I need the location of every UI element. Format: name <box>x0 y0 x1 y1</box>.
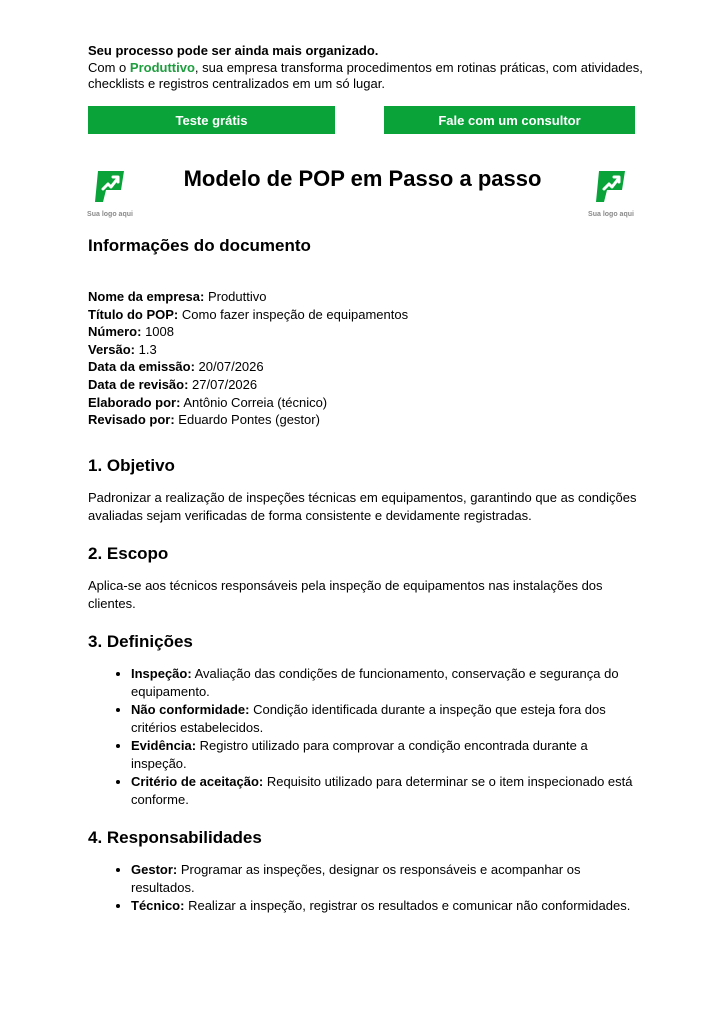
info-value: Eduardo Pontes (gestor) <box>174 412 320 428</box>
brand-link[interactable]: Produttivo <box>129 59 195 75</box>
info-label: Versão: <box>88 341 135 357</box>
info-row <box>88 376 643 394</box>
info-value: 20/07/2026 <box>194 359 264 375</box>
scope-heading: 2. Escopo <box>88 543 169 563</box>
promo-text <box>88 60 648 93</box>
info-label: Número: <box>88 324 142 340</box>
info-heading: Informações do documento <box>88 236 311 255</box>
list-item <box>131 737 643 773</box>
promo-text-before: Com o <box>88 59 130 75</box>
logo-caption: Sua logo aqui <box>588 211 634 218</box>
definition-term: Critério de aceitação: <box>131 773 264 789</box>
promo-headline: Seu processo pode ser ainda mais organizado. <box>88 43 379 58</box>
document-title: Modelo de POP em Passo a passo <box>183 166 542 191</box>
list-item <box>131 897 643 915</box>
logo-caption: Sua logo aqui <box>87 211 133 218</box>
info-row <box>88 394 643 412</box>
promo-banner <box>88 43 648 93</box>
produttivo-logo-icon <box>593 168 629 204</box>
info-value: 27/07/2026 <box>188 376 258 392</box>
list-item <box>131 665 643 701</box>
responsibility-role: Técnico: <box>131 897 185 913</box>
logo-placeholder-right <box>586 168 636 218</box>
info-label: Título do POP: <box>88 306 179 322</box>
definitions-heading: 3. Definições <box>88 631 193 651</box>
free-trial-button[interactable]: Teste grátis <box>88 106 335 134</box>
definition-desc: Registro utilizado para comprovar a condição encontrada durante a inspeção. <box>131 737 588 771</box>
info-list <box>88 288 643 429</box>
info-label: Revisado por: <box>88 412 175 428</box>
info-value: Antônio Correia (técnico) <box>180 394 328 410</box>
produttivo-logo-icon <box>92 168 128 204</box>
info-row <box>88 306 643 324</box>
info-value: Como fazer inspeção de equipamentos <box>178 306 409 322</box>
list-item <box>131 701 643 737</box>
info-label: Elaborado por: <box>88 394 181 410</box>
info-row <box>88 411 643 429</box>
definition-desc: Avaliação das condições de funcionamento, conservação e segurança do equipamento. <box>131 665 619 699</box>
objective-text: Padronizar a realização de inspeções técnicas em equipamentos, garantindo que as condições avaliadas sejam verificadas de forma consistente e devidamente registradas. <box>88 489 637 523</box>
info-row <box>88 288 643 306</box>
logo-placeholder-left <box>85 168 135 218</box>
talk-to-consultant-button[interactable]: Fale com um consultor <box>384 106 635 134</box>
info-row <box>88 341 643 359</box>
definition-term: Não conformidade: <box>131 701 250 717</box>
promo-text-after: , sua empresa transforma procedimentos em rotinas práticas, com atividades, checklists e registros centralizados em um só lugar. <box>88 59 643 91</box>
responsibilities-list <box>88 861 643 915</box>
info-row <box>88 323 643 341</box>
info-label: Data da emissão: <box>88 359 195 375</box>
info-value: 1.3 <box>134 341 157 357</box>
responsibility-role: Gestor: <box>131 861 178 877</box>
definition-desc: Requisito utilizado para determinar se o item inspecionado está conforme. <box>131 773 633 807</box>
definition-term: Evidência: <box>131 737 197 753</box>
responsibility-desc: Realizar a inspeção, registrar os resultados e comunicar não conformidades. <box>184 897 631 913</box>
list-item <box>131 773 643 809</box>
scope-text: Aplica-se aos técnicos responsáveis pela inspeção de equipamentos nas instalações dos clientes. <box>88 577 603 611</box>
info-row <box>88 358 643 376</box>
list-item <box>131 861 643 897</box>
definition-term: Inspeção: <box>131 665 192 681</box>
info-label: Data de revisão: <box>88 376 189 392</box>
info-label: Nome da empresa: <box>88 289 205 304</box>
info-value: 1008 <box>141 324 174 340</box>
info-value: Produttivo <box>204 289 267 304</box>
responsibility-desc: Programar as inspeções, designar os responsáveis e acompanhar os resultados. <box>131 861 581 895</box>
objective-heading: 1. Objetivo <box>88 455 175 475</box>
document-content <box>88 236 643 915</box>
responsibilities-heading: 4. Responsabilidades <box>88 827 262 847</box>
definition-desc: Condição identificada durante a inspeção que esteja fora dos critérios estabelecidos. <box>131 701 606 735</box>
definitions-list <box>88 665 643 809</box>
